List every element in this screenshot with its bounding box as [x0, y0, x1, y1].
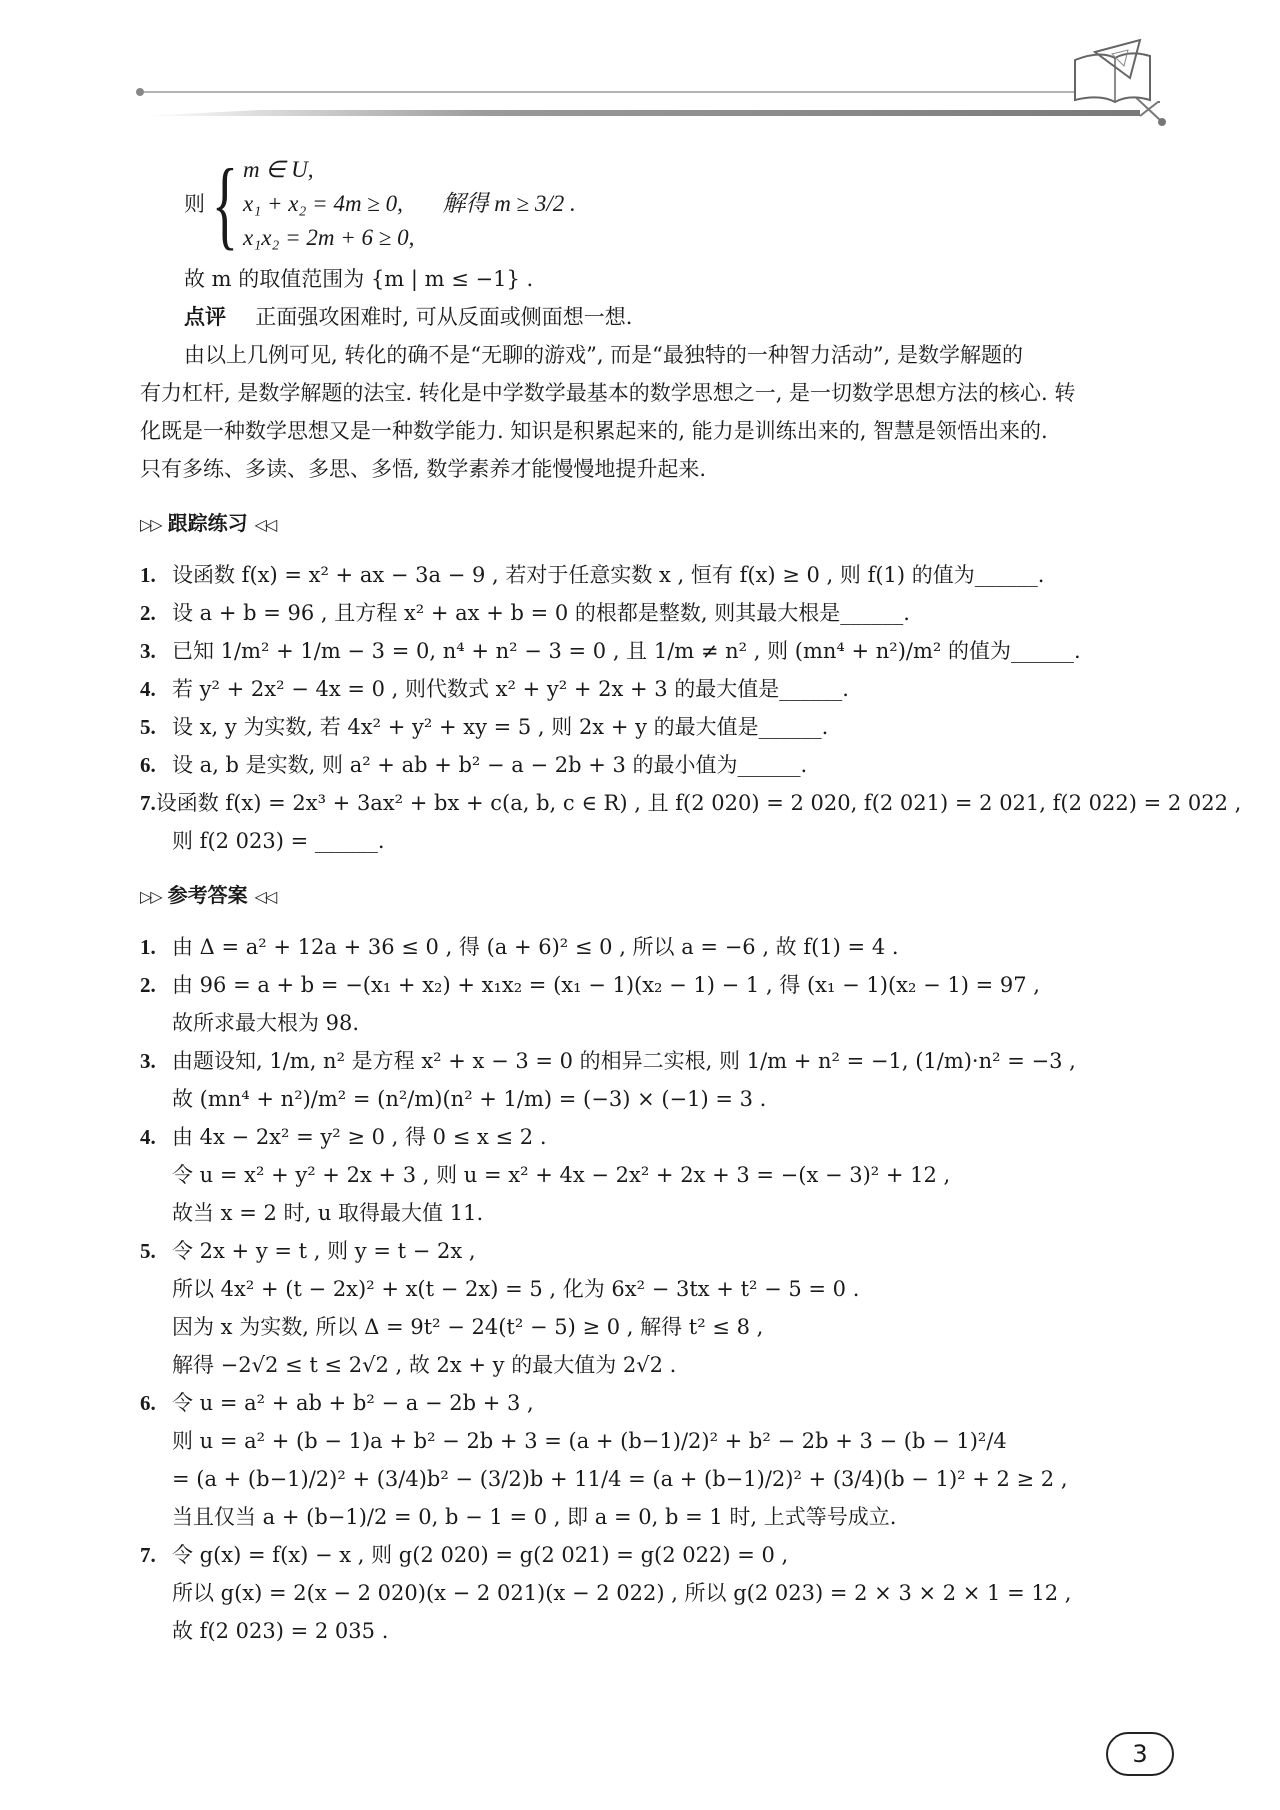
answer-line: 令 u = x² + y² + 2x + 3 , 则 u = x² + 4x − 2x² + 2x + 3 = −(x − 3)² + 12 ,: [172, 1163, 951, 1187]
answer-line: 故所求最大根为 98.: [172, 1011, 360, 1035]
comment-label: 点评: [184, 305, 226, 329]
practice-item-continuation: 则 f(2 023) = ______.: [172, 829, 385, 853]
triangle-left-icon: ◁◁: [254, 515, 276, 534]
conclusion: 故 m 的取值范围为 {m | m ≤ −1} .: [184, 267, 534, 291]
answer-line: 解得 −2√2 ≤ t ≤ 2√2 , 故 2x + y 的最大值为 2√2 .: [172, 1353, 677, 1377]
equation-system: [184, 148, 1180, 260]
book-ruler-icon: [1075, 40, 1150, 102]
practice-list: [140, 556, 1242, 860]
answer-line: 所以 g(x) = 2(x − 2 020)(x − 2 021)(x − 2 022) , 所以 g(2 023) = 2 × 3 × 2 × 1 = 12 ,: [172, 1581, 1072, 1605]
page-number: 3: [1106, 1732, 1174, 1776]
practice-item: 2. 设 a + b = 96 , 且方程 x² + ax + b = 0 的根都是整数, 则其最大根是______.: [140, 601, 910, 625]
triangle-right-icon: ▷▷: [140, 887, 161, 906]
system-line: x₁ + x₂ = 4m ≥ 0,: [243, 191, 403, 216]
answer-item: 5. 令 2x + y = t , 则 y = t − 2x ,: [140, 1239, 476, 1263]
practice-item: 4. 若 y² + 2x² − 4x = 0 , 则代数式 x² + y² + 2x + 3 的最大值是______.: [140, 677, 849, 701]
left-brace-icon: {: [211, 148, 239, 259]
triangle-right-icon: ▷▷: [140, 515, 161, 534]
paragraph-line: 只有多练、多读、多思、多悟, 数学素养才能慢慢地提升起来.: [140, 457, 707, 481]
system-result: 解得 m ≥ 3/2 .: [442, 191, 576, 216]
answer-line: 当且仅当 a + (b−1)/2 = 0, b − 1 = 0 , 即 a = 0, b = 1 时, 上式等号成立.: [172, 1505, 897, 1529]
paragraph-line: 由以上几例可见, 转化的确不是“无聊的游戏”, 而是“最独特的一种智力活动”, 是数学解题的: [184, 343, 1023, 367]
system-line: x₁x₂ = 2m + 6 ≥ 0,: [243, 225, 415, 250]
system-prefix: 则: [184, 192, 205, 216]
page-header-decoration: [0, 0, 1280, 140]
paragraph-line: 有力杠杆, 是数学解题的法宝. 转化是中学数学最基本的数学思想之一, 是一切数学思想方法的核心. 转: [140, 381, 1076, 405]
answer-line: = (a + (b−1)/2)² + (3/4)b² − (3/2)b + 11/4 = (a + (b−1)/2)² + (3/4)(b − 1)² + 2 ≥ 2 ,: [172, 1467, 1068, 1491]
practice-title: 跟踪练习: [167, 511, 248, 535]
summary-paragraph: [140, 336, 1180, 488]
answer-line: 故当 x = 2 时, u 取得最大值 11.: [172, 1201, 484, 1225]
system-line: m ∈ U,: [243, 157, 314, 182]
practice-item: 7. 设函数 f(x) = 2x³ + 3ax² + bx + c(a, b, c ∈ R) , 且 f(2 020) = 2 020, f(2 021) = 2 021, f(2 022) = 2 022 ,: [140, 791, 1242, 815]
answer-item: 1. 由 Δ = a² + 12a + 36 ≤ 0 , 得 (a + 6)² ≤ 0 , 所以 a = −6 , 故 f(1) = 4 .: [140, 935, 899, 959]
answer-line: 故 f(2 023) = 2 035 .: [172, 1619, 389, 1643]
paragraph-line: 化既是一种数学思想又是一种数学能力. 知识是积累起来的, 能力是训练出来的, 智慧是领悟出来的.: [140, 419, 1048, 443]
answer-item: 4. 由 4x − 2x² = y² ≥ 0 , 得 0 ≤ x ≤ 2 .: [140, 1125, 547, 1149]
practice-heading: [140, 504, 1180, 544]
answer-item: 6. 令 u = a² + ab + b² − a − 2b + 3 ,: [140, 1391, 534, 1415]
practice-item: 6. 设 a, b 是实数, 则 a² + ab + b² − a − 2b + 3 的最小值为______.: [140, 753, 808, 777]
comment: [140, 298, 1180, 336]
answer-item: 3. 由题设知, 1/m, n² 是方程 x² + x − 3 = 0 的相异二实根, 则 1/m + n² = −1, (1/m)·n² = −3 ,: [140, 1049, 1076, 1073]
practice-item: 5. 设 x, y 为实数, 若 4x² + y² + xy = 5 , 则 2x + y 的最大值是______.: [140, 715, 829, 739]
comment-text: 正面强攻困难时, 可从反面或侧面想一想.: [255, 305, 633, 329]
answers-title: 参考答案: [167, 883, 248, 907]
answers-heading: [140, 876, 1180, 916]
answer-line: 则 u = a² + (b − 1)a + b² − 2b + 3 = (a + (b−1)/2)² + b² − 2b + 3 − (b − 1)²/4: [172, 1429, 1007, 1453]
triangle-left-icon: ◁◁: [254, 887, 276, 906]
practice-item: 3. 已知 1/m² + 1/m − 3 = 0, n⁴ + n² − 3 = 0 , 且 1/m ≠ n² , 则 (mn⁴ + n²)/m² 的值为______.: [140, 639, 1081, 663]
answers-list: [140, 928, 1180, 1650]
answer-item: 7. 令 g(x) = f(x) − x , 则 g(2 020) = g(2 021) = g(2 022) = 0 ,: [140, 1543, 789, 1567]
answer-line: 因为 x 为实数, 所以 Δ = 9t² − 24(t² − 5) ≥ 0 , 解得 t² ≤ 8 ,: [172, 1315, 764, 1339]
practice-item: 1. 设函数 f(x) = x² + ax − 3a − 9 , 若对于任意实数 x , 恒有 f(x) ≥ 0 , 则 f(1) 的值为______.: [140, 563, 1045, 587]
answer-line: 所以 4x² + (t − 2x)² + x(t − 2x) = 5 , 化为 6x² − 3tx + t² − 5 = 0 .: [172, 1277, 860, 1301]
answer-line: 故 (mn⁴ + n²)/m² = (n²/m)(n² + 1/m) = (−3) × (−1) = 3 .: [172, 1087, 767, 1111]
page-content: [140, 148, 1242, 1650]
answer-item: 2. 由 96 = a + b = −(x₁ + x₂) + x₁x₂ = (x₁ − 1)(x₂ − 1) − 1 , 得 (x₁ − 1)(x₂ − 1) = 97 ,: [140, 973, 1040, 997]
